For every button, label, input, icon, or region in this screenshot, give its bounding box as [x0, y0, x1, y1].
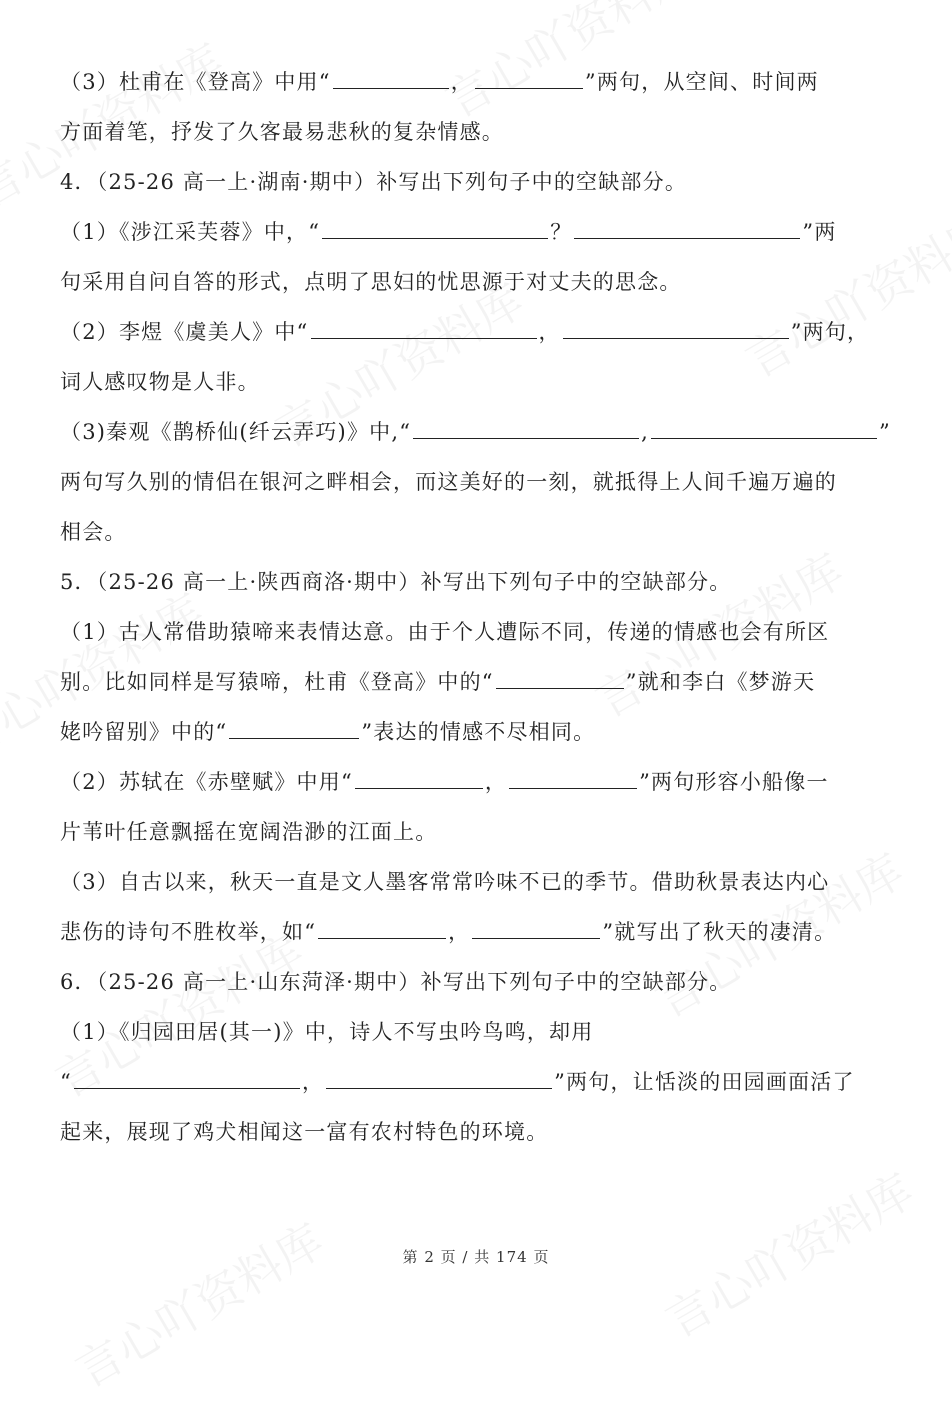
- page-label: 第: [402, 1248, 419, 1266]
- question-heading: 4．（25-26 高一上·湖南·期中）补写出下列句子中的空缺部分。: [60, 170, 688, 194]
- watermark: [62, 1205, 334, 1400]
- answer-blank[interactable]: [74, 1070, 300, 1089]
- text-line: 词人感叹物是人非。: [60, 370, 260, 394]
- answer-blank[interactable]: [509, 770, 637, 789]
- answer-blank[interactable]: [496, 670, 624, 689]
- answer-blank[interactable]: [322, 220, 548, 239]
- text-line: 别。比如同样是写猿啼，杜甫《登高》中的“ ”就和李白《梦游天: [60, 670, 816, 694]
- text-line: 姥吟留别》中的“ ”表达的情感不尽相同。: [60, 720, 596, 744]
- answer-blank[interactable]: [472, 920, 600, 939]
- text-line: 句采用自问自答的形式，点明了思妇的忧思源于对丈夫的思念。: [60, 270, 682, 294]
- page-label: 页: [533, 1248, 550, 1266]
- text-line: （3）自古以来，秋天一直是文人墨客常常吟味不已的季节。借助秋景表达内心: [60, 870, 830, 894]
- answer-blank[interactable]: [326, 1070, 552, 1089]
- answer-blank[interactable]: [355, 770, 483, 789]
- answer-blank[interactable]: [475, 70, 583, 89]
- page-label: 页 / 共: [440, 1248, 491, 1266]
- question-heading: 5．（25-26 高一上·陕西商洛·期中）补写出下列句子中的空缺部分。: [60, 570, 732, 594]
- answer-blank[interactable]: [311, 320, 537, 339]
- text-line: （1）《涉江采芙蓉》中，“ ？ ”两: [60, 220, 837, 244]
- answer-blank[interactable]: [563, 320, 789, 339]
- watermark: [432, 0, 704, 131]
- page-footer: [0, 1246, 952, 1267]
- answer-blank[interactable]: [651, 420, 877, 439]
- answer-blank[interactable]: [318, 920, 446, 939]
- text-line: “ ， ”两句，让恬淡的田园画面活了: [60, 1070, 855, 1094]
- text-line: （2）李煜《虞美人》中“ ， ”两句，: [60, 320, 870, 344]
- page-total: 174: [496, 1248, 528, 1266]
- text-line: 片苇叶任意飘摇在宽阔浩渺的江面上。: [60, 820, 438, 844]
- text-line: 两句写久别的情侣在银河之畔相会，而这美好的一刻，就抵得上人间千遍万遍的: [60, 470, 837, 494]
- text-line: 相会。: [60, 520, 127, 544]
- text-line: （2）苏轼在《赤壁赋》中用“ ， ”两句形容小船像一: [60, 770, 829, 794]
- answer-blank[interactable]: [229, 720, 359, 739]
- text-line: 方面着笔，抒发了久客最易悲秋的复杂情感。: [60, 120, 504, 144]
- answer-blank[interactable]: [413, 420, 639, 439]
- text-line: （3)秦观《鹊桥仙(纤云弄巧)》中,“ , ”: [60, 420, 891, 444]
- question-heading: 6．（25-26 高一上·山东菏泽·期中）补写出下列句子中的空缺部分。: [60, 970, 732, 994]
- text-line: （3）杜甫在《登高》中用“ ， ”两句，从空间、时间两: [60, 70, 819, 94]
- text-line: （1）古人常借助猿啼来表情达意。由于个人遭际不同，传递的情感也会有所区: [60, 620, 830, 644]
- text-line: 起来，展现了鸡犬相闻这一富有农村特色的环境。: [60, 1120, 549, 1144]
- text-line: 悲伤的诗句不胜枚举，如“ ， ”就写出了秋天的凄清。: [60, 920, 837, 944]
- answer-blank[interactable]: [574, 220, 800, 239]
- text-line: （1）《归园田居(其一)》中，诗人不写虫吟鸟鸣，却用: [60, 1020, 594, 1044]
- page-number: 2: [424, 1248, 435, 1266]
- answer-blank[interactable]: [333, 70, 449, 89]
